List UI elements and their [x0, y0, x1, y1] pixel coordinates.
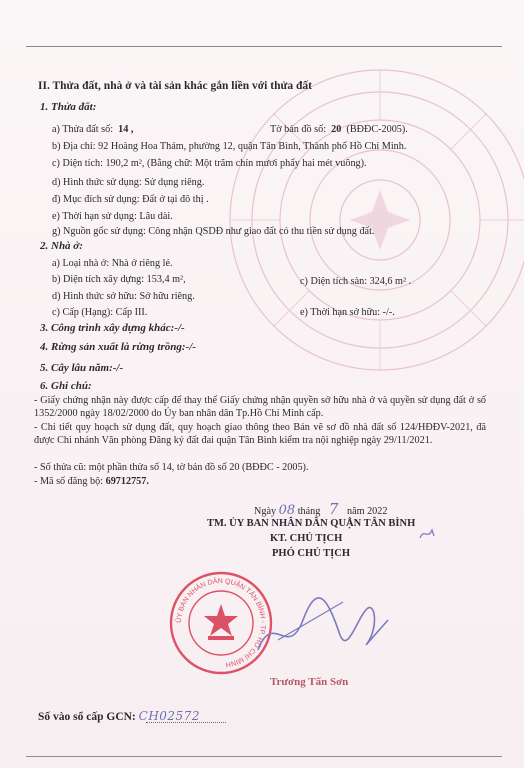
perennial-trees: 5. Cây lâu năm:-/-	[40, 362, 124, 374]
section-title: II. Thửa đất, nhà ở và tài sản khác gắn liền với thửa đất	[38, 80, 312, 92]
authority-line3: PHÓ CHỦ TỊCH	[272, 548, 350, 559]
building-area: b) Diện tích xây dựng: 153,4 m²,	[52, 274, 186, 285]
registration-code-value: 69712757.	[105, 476, 149, 487]
signer-name: Trương Tấn Sơn	[270, 676, 349, 688]
use-purpose: đ) Mục đích sử dụng: Đất ở tại đô thị .	[52, 194, 209, 205]
register-number-value: CH02572	[138, 709, 200, 723]
ownership-form: d) Hình thức sở hữu: Sở hữu riêng.	[52, 291, 195, 302]
authority-line1: TM. ỦY BAN NHÂN DÂN QUẬN TÂN BÌNH	[207, 518, 416, 529]
use-form: d) Hình thức sử dụng: Sử dụng riêng.	[52, 177, 205, 188]
parcel-number-label: a) Thửa đất số: 14 ,	[52, 124, 134, 135]
top-border	[26, 46, 502, 47]
house-grade: c) Cấp (Hạng): Cấp III.	[52, 307, 148, 318]
house-type: a) Loại nhà ở: Nhà ở riêng lẻ.	[52, 258, 173, 269]
note-item: - Giấy chứng nhận này được cấp để thay thế Giấy chứng nhận quyền sở hữu nhà ở và quyền sử dụng đất ở số 1352/2000 ngày 18/02/2000 do Ủy ban nhân dân Tp.Hồ Chí Minh cấp.	[34, 395, 486, 419]
authority-line2: KT. CHỦ TỊCH	[270, 533, 343, 544]
registration-code: - Mã số đăng bộ: 69712757.	[34, 476, 149, 487]
note-item: - Số thửa cũ: một phần thửa số 14, tờ bản đồ số 20 (BĐĐC - 2005).	[34, 462, 309, 473]
note-item: - Chi tiết quy hoạch sử dụng đất, quy hoạch giao thông theo Bản vẽ sơ đồ nhà đất số 124/HĐĐV-2021, đã được Chi nhánh Văn phòng Đăng ký đất đai quận Tân Bình kiểm tra nội nghiệp ngày 29/11/2021.	[34, 422, 486, 446]
bronze-drum-watermark	[220, 60, 524, 380]
issue-day: 08	[278, 503, 296, 518]
map-sheet-number: 20	[331, 124, 342, 135]
other-works: 3. Công trình xây dựng khác:-/-	[40, 322, 185, 334]
ownership-term: e) Thời hạn sở hữu: -/-.	[300, 307, 395, 318]
parcel-number: 14 ,	[118, 124, 134, 135]
map-sheet: Tờ bản đồ số: 20 (BĐĐC-2005).	[270, 124, 408, 135]
initial-mark	[418, 526, 436, 542]
register-dotted-line	[146, 722, 226, 723]
issue-date: Ngày 08 tháng 7 năm 2022	[254, 500, 388, 518]
planted-forest: 4. Rừng sản xuất là rừng trồng:-/-	[40, 341, 196, 353]
notes-heading: 6. Ghi chú:	[40, 380, 92, 392]
house-heading: 2. Nhà ở:	[40, 240, 83, 252]
land-area: c) Diện tích: 190,2 m², (Bằng chữ: Một trăm chín mươi phẩy hai mét vuông).	[52, 158, 367, 169]
handwritten-signature	[248, 590, 398, 670]
issue-month: 7	[328, 500, 339, 518]
register-number: Số vào sổ cấp GCN: CH02572	[38, 709, 200, 723]
use-term: e) Thời hạn sử dụng: Lâu dài.	[52, 211, 173, 222]
svg-text:ỦY BAN NHÂN DÂN QUẬN TÂN BÌNH: ỦY BAN NHÂN DÂN QUẬN TÂN BÌNH - TP. HỒ CHÍ MINH	[175, 577, 267, 668]
floor-area: c) Diện tích sàn: 324,6 m² .	[300, 276, 412, 287]
address: b) Địa chỉ: 92 Hoàng Hoa Thám, phường 12, quận Tân Bình, Thành phố Hồ Chí Minh.	[52, 141, 407, 152]
land-heading: 1. Thửa đất:	[40, 101, 97, 113]
bottom-border	[26, 756, 502, 757]
use-origin: g) Nguồn gốc sử dụng: Công nhận QSDĐ như giao đất có thu tiền sử dụng đất.	[52, 226, 375, 237]
